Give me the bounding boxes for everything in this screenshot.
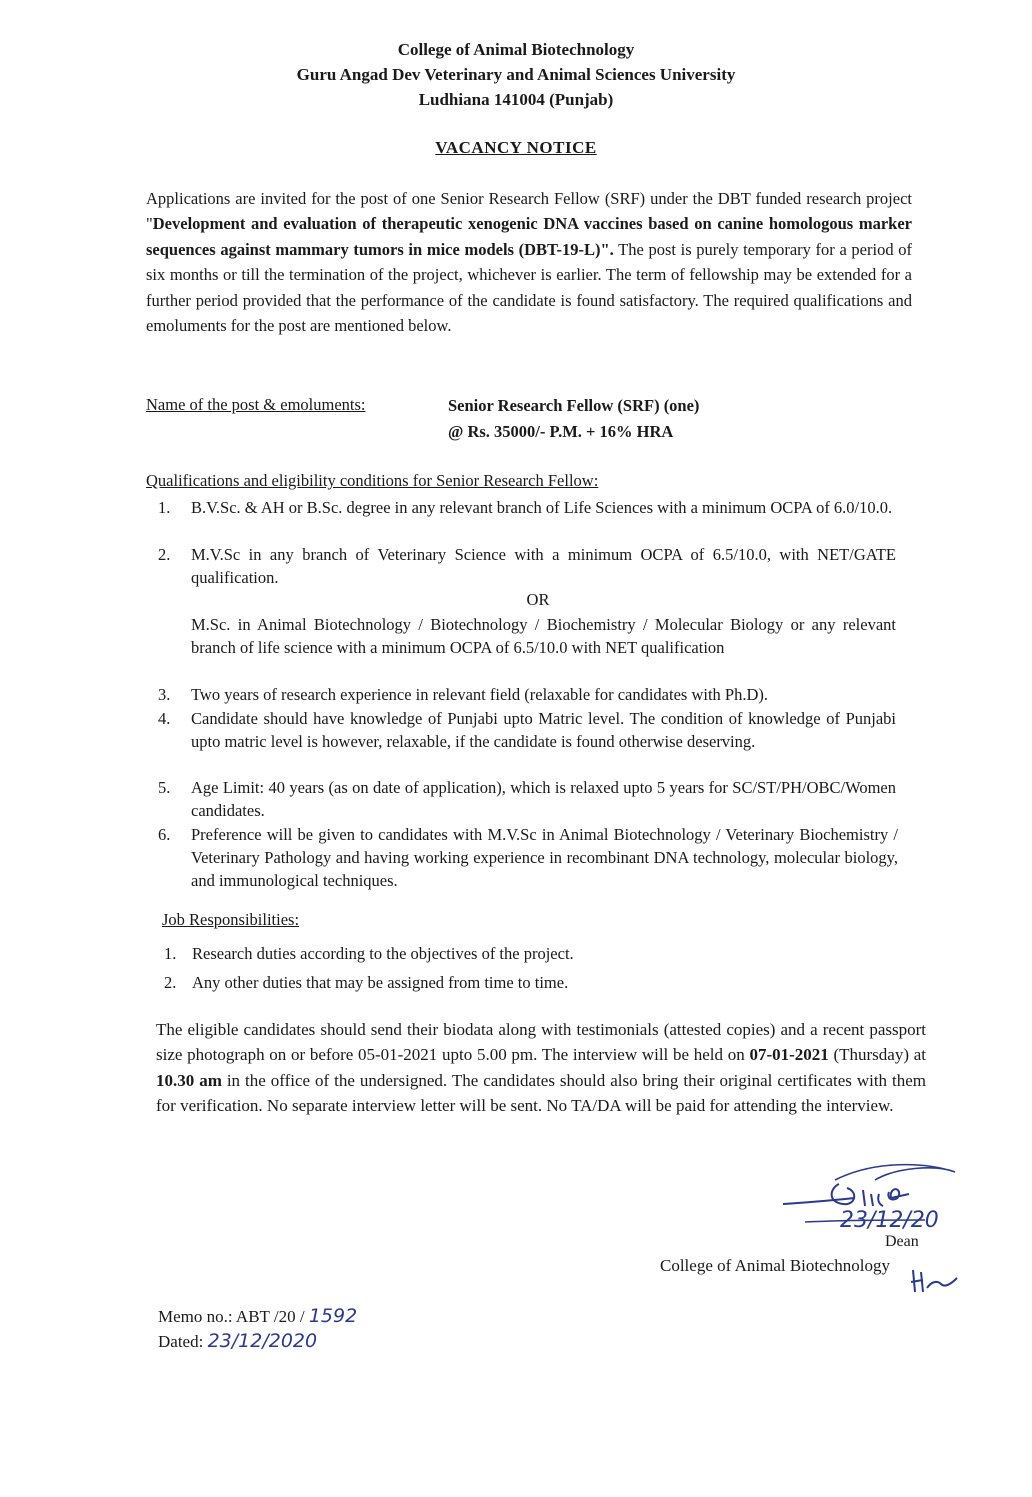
college-name: College of Animal Biotechnology bbox=[397, 40, 635, 59]
intro-paragraph bbox=[146, 186, 912, 338]
closing-paragraph: The eligible candidates should send their biodata along with testimonials (attested copies) and a recent passport size photograph on or before 05-01-2021 upto 5.00 pm. The interview will be held on 07-01-2021 (Thursday) at 10.30 am in the office of the undersigned. The candidates should also bring their original certificates with them for verification. No separate interview letter will be sent. No TA/DA will be paid for attending the interview. bbox=[156, 1020, 926, 1116]
memo-date: 23/12/2020 bbox=[207, 1330, 318, 1352]
qualification-item: 6. Preference will be given to candidates with M.V.Sc in Animal Biotechnology / Veterinary Biochemistry / Veterinary Pathology and having working experience in recombinant DNA technology, molecular biology, and immunological techniques. bbox=[158, 825, 898, 890]
responsibility-item: 2. Any other duties that may be assigned from time to time. bbox=[164, 973, 569, 992]
qualification-item: 2. M.V.Sc in any branch of Veterinary Science with a minimum OCPA of 6.5/10.0, with NET/GATE qualification. bbox=[158, 545, 896, 587]
post-name: Senior Research Fellow (SRF) (one) bbox=[448, 396, 700, 415]
post-pay: @ Rs. 35000/- P.M. + 16% HRA bbox=[448, 422, 674, 441]
memo-line: Memo no.: ABT /20 / 1592 bbox=[158, 1305, 358, 1327]
signatory-designation: Dean bbox=[885, 1233, 919, 1250]
or-separator: OR bbox=[526, 590, 550, 609]
qualification-item: 5. Age Limit: 40 years (as on date of application), which is relaxed upto 5 years for SC/ST/PH/OBC/Women candidates. bbox=[158, 778, 896, 820]
qualification-item: 3. Two years of research experience in relevant field (relaxable for candidates with Ph.D). bbox=[158, 685, 769, 704]
responsibilities-heading: Job Responsibilities: bbox=[162, 910, 300, 929]
dated-line: Dated: 23/12/2020 bbox=[158, 1330, 318, 1352]
page-title: VACANCY NOTICE bbox=[435, 138, 597, 157]
post-label: Name of the post & emoluments: bbox=[146, 395, 366, 414]
initials-scribble bbox=[905, 1262, 965, 1302]
project-title: Development and evaluation of therapeutic xenogenic DNA vaccines based on canine homologous marker sequences against mammary tumors in mice models (DBT-19-L)". bbox=[146, 214, 912, 259]
qualification-item: 1. B.V.Sc. & AH or B.Sc. degree in any relevant branch of Life Sciences with a minimum OCPA of 6.0/10.0. bbox=[158, 498, 893, 517]
signatory-office: College of Animal Biotechnology bbox=[660, 1256, 890, 1275]
intro-text-1: Applications are invited for the post of one Senior Research Fellow (SRF) under the DBT funded research project " bbox=[146, 189, 912, 234]
university-address: Ludhiana 141004 (Punjab) bbox=[418, 90, 614, 109]
qualification-item: M.Sc. in Animal Biotechnology / Biotechnology / Biochemistry / Molecular Biology or any relevant branch of life science with a minimum OCPA of 6.5/10.0 with NET qualification bbox=[191, 615, 896, 657]
intro-text-2: The post is purely temporary for a period of six months or till the termination of the project, whichever is earlier. The term of fellowship may be extended for a further period provided that the performance of the candidate is found satisfactory. The required qualifications and emoluments for the post are mentioned below. bbox=[146, 239, 912, 336]
responsibility-item: 1. Research duties according to the objectives of the project. bbox=[164, 944, 574, 963]
university-name: Guru Angad Dev Veterinary and Animal Sciences University bbox=[296, 65, 736, 84]
interview-time: 10.30 am bbox=[156, 1070, 222, 1090]
signature-date: 23/12/20 bbox=[840, 1208, 939, 1233]
interview-date: 07-01-2021 bbox=[749, 1045, 829, 1065]
qualification-item: 4. Candidate should have knowledge of Punjabi upto Matric level. The condition of knowledge of Punjabi upto matric level is however, relaxable, if the candidate is found otherwise deserving. bbox=[158, 709, 896, 751]
qualifications-heading: Qualifications and eligibility conditions for Senior Research Fellow: bbox=[146, 471, 599, 490]
memo-number: 1592 bbox=[308, 1305, 358, 1327]
